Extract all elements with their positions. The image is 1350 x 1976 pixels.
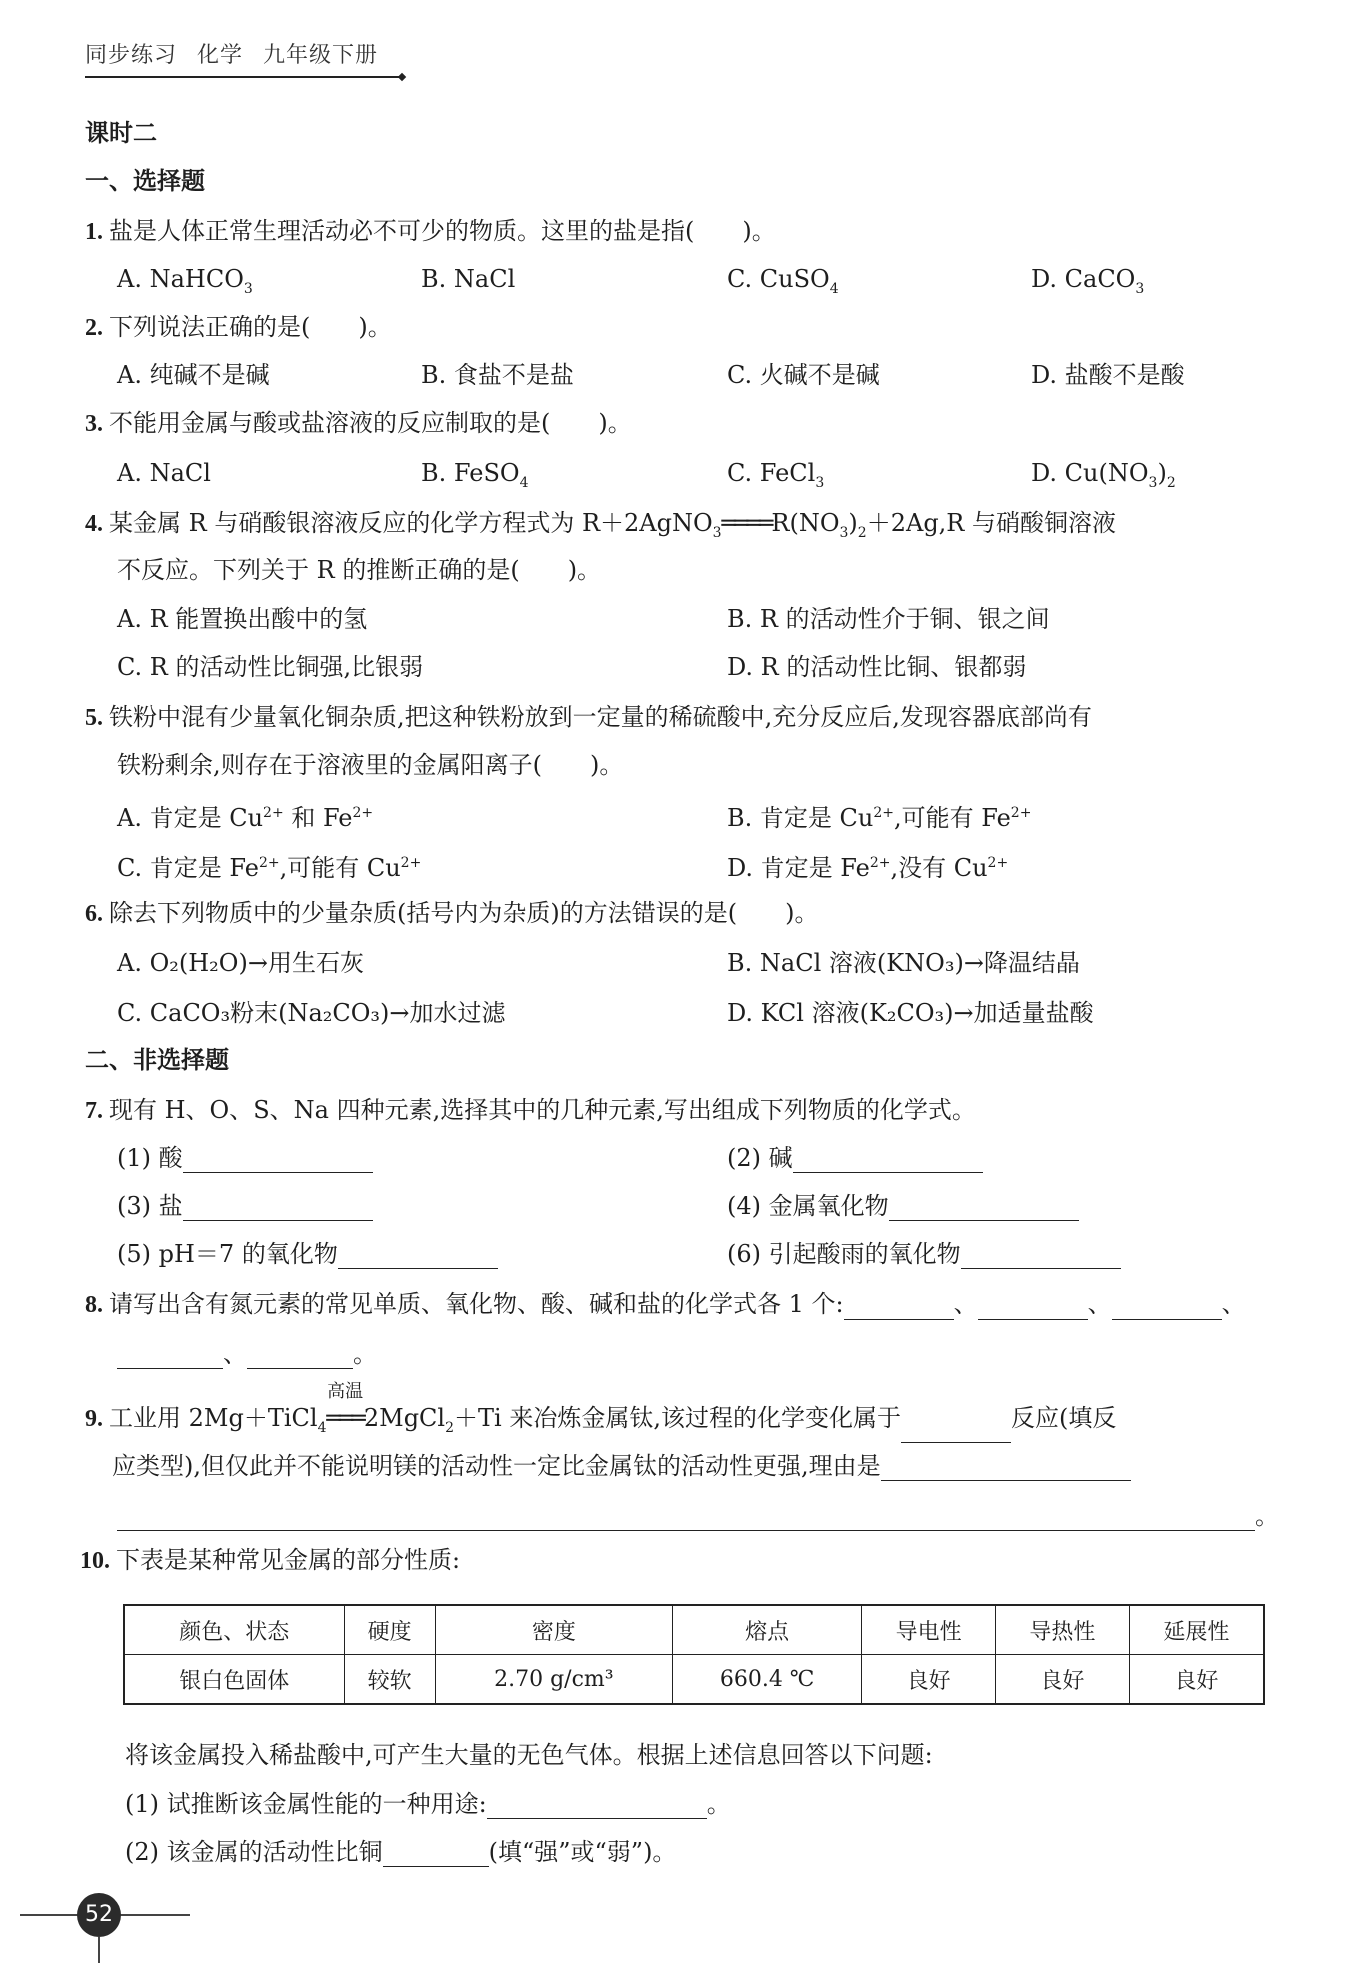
question-stem: 盐是人体正常生理活动必不可少的物质。这里的盐是指( )。	[109, 217, 776, 245]
book-title: 同步练习	[85, 43, 178, 68]
answer-blank[interactable]	[881, 1456, 1131, 1481]
table-cell: 良好	[995, 1655, 1129, 1705]
question-stem: 不能用金属与酸或盐溶液的反应制取的是( )。	[109, 409, 632, 437]
question-number: 6.	[85, 901, 103, 927]
question-stem: 铁粉中混有少量氧化铜杂质,把这种铁粉放到一定量的稀硫酸中,充分反应后,发现容器底部尚有	[109, 703, 1092, 731]
q5-option-a: A. 肯定是 $Cu^{2+}$ 和 $Fe^{2+}$	[117, 804, 374, 832]
grade: 九年级下册	[263, 43, 379, 68]
answer-blank[interactable]	[487, 1794, 707, 1819]
q7-part-1: (1) 酸	[117, 1143, 373, 1173]
table-cell: 较软	[344, 1655, 435, 1705]
question-stem: 下列说法正确的是( )。	[109, 313, 392, 341]
question-stem: 下表是某种常见金属的部分性质:	[116, 1546, 461, 1574]
header-rule-end	[398, 73, 406, 81]
q1-option-c: C. CuSO$_4$	[727, 265, 839, 297]
question-5	[85, 702, 1092, 733]
reaction-condition: 高温	[327, 1381, 364, 1402]
answer-blank[interactable]	[889, 1196, 1079, 1221]
page-number: 52	[77, 1893, 121, 1937]
section-non-choice: 二、非选择题	[85, 1046, 229, 1074]
answer-blank[interactable]	[117, 1344, 223, 1369]
q1-option-b: B. NaCl	[421, 265, 516, 293]
question-1	[85, 216, 776, 247]
reaction-arrow: 高温 ═══	[326, 1403, 363, 1433]
answer-blank[interactable]	[383, 1842, 489, 1867]
q3-option-d: D. $Cu(NO_3)_2$	[1031, 459, 1176, 491]
table-header-cell: 熔点	[673, 1605, 862, 1655]
question-number: 8.	[85, 1292, 103, 1318]
q5-option-d: D. 肯定是 $Fe^{2+}$,没有 $Cu^{2+}$	[727, 854, 1009, 882]
answer-blank[interactable]	[1112, 1295, 1222, 1320]
table-header-cell: 硬度	[344, 1605, 435, 1655]
table-row	[124, 1655, 1264, 1705]
answer-blank[interactable]	[247, 1344, 353, 1369]
table-header-row	[124, 1605, 1264, 1655]
subject: 化学	[197, 43, 244, 68]
lesson-title: 课时二	[85, 119, 157, 147]
question-4: 4. 某金属 R 与硝酸银溶液反应的化学方程式为 $R+2AgNO_3════R(NO_3)_2+2Ag,R$ 与硝酸铜溶液	[85, 509, 1117, 541]
q5-option-b: B. 肯定是 $Cu^{2+}$,可能有 $Fe^{2+}$	[727, 804, 1032, 832]
question-number: 3.	[85, 411, 103, 437]
question-8-cont: 、 。	[117, 1339, 377, 1369]
answer-blank[interactable]	[338, 1244, 498, 1269]
q1-option-d: D. CaCO$_3$	[1031, 265, 1145, 297]
table-header-cell: 导热性	[995, 1605, 1129, 1655]
running-header	[85, 38, 398, 69]
question-6	[85, 898, 818, 929]
q3-option-a: A. NaCl	[117, 459, 211, 487]
table-cell: 660.4 ℃	[673, 1655, 862, 1705]
table-header-cell: 颜色、状态	[124, 1605, 344, 1655]
q7-part-4: (4) 金属氧化物	[727, 1191, 1079, 1221]
question-number: 4.	[85, 511, 103, 537]
answer-blank[interactable]	[901, 1418, 1011, 1443]
question-stem: 除去下列物质中的少量杂质(括号内为杂质)的方法错误的是( )。	[109, 899, 819, 927]
q7-part-2: (2) 碱	[727, 1143, 983, 1173]
question-2	[85, 312, 392, 343]
question-10-part-2: (2) 该金属的活动性比铜 (填“强”或“弱”)。	[125, 1838, 677, 1866]
q7-part-6: (6) 引起酸雨的氧化物	[727, 1239, 1121, 1269]
section-choice: 一、选择题	[85, 167, 205, 195]
question-5-cont: 铁粉剩余,则存在于溶液里的金属阳离子( )。	[117, 751, 624, 779]
header-rule	[85, 76, 403, 78]
q2-option-c: C. 火碱不是碱	[727, 361, 880, 389]
q1-option-a: A. NaHCO$_3$	[117, 265, 253, 297]
q6-option-a: A. O₂(H₂O)→用生石灰	[117, 949, 364, 977]
answer-blank[interactable]	[961, 1244, 1121, 1269]
q6-option-d: D. KCl 溶液(K₂CO₃)→加适量盐酸	[727, 999, 1094, 1027]
question-8: 8. 请写出含有氮元素的常见单质、氧化物、酸、碱和盐的化学式各 1 个: 、 、 、	[85, 1290, 1246, 1318]
q6-option-c: C. CaCO₃粉末(Na₂CO₃)→加水过滤	[117, 999, 506, 1027]
q2-option-d: D. 盐酸不是酸	[1031, 361, 1185, 389]
q4-option-b: B. R 的活动性介于铜、银之间	[727, 605, 1050, 633]
question-number: 7.	[85, 1098, 103, 1124]
q3-option-b: B. FeSO$_4$	[421, 459, 529, 491]
table-cell: 良好	[862, 1655, 996, 1705]
q2-option-a: A. 纯碱不是碱	[117, 361, 270, 389]
q5-option-c: C. 肯定是 $Fe^{2+}$,可能有 $Cu^{2+}$	[117, 854, 422, 882]
question-10	[80, 1545, 460, 1576]
table-cell: 银白色固体	[124, 1655, 344, 1705]
answer-blank[interactable]	[793, 1148, 983, 1173]
q4-option-a: A. R 能置换出酸中的氢	[117, 605, 368, 633]
question-stem: 现有 H、O、S、Na 四种元素,选择其中的几种元素,写出组成下列物质的化学式。	[109, 1096, 976, 1124]
answer-blank[interactable]	[183, 1148, 373, 1173]
question-4-cont: 不反应。下列关于 R 的推断正确的是( )。	[117, 556, 602, 584]
table-cell: 良好	[1129, 1655, 1264, 1705]
table-cell: 2.70 g/cm³	[435, 1655, 672, 1705]
question-7	[85, 1095, 976, 1126]
question-9-cont2: 。	[117, 1501, 1279, 1531]
question-number: 10.	[80, 1548, 110, 1574]
table-header-cell: 密度	[435, 1605, 672, 1655]
answer-blank[interactable]	[844, 1295, 954, 1320]
table-header-cell: 导电性	[862, 1605, 996, 1655]
question-3	[85, 408, 632, 439]
q7-part-5: (5) pH＝7 的氧化物	[117, 1239, 498, 1269]
question-10-intro: 将该金属投入稀盐酸中,可产生大量的无色气体。根据上述信息回答以下问题:	[125, 1741, 933, 1769]
q4-option-d: D. R 的活动性比铜、银都弱	[727, 653, 1027, 681]
q6-option-b: B. NaCl 溶液(KNO₃)→降温结晶	[727, 949, 1080, 977]
q7-part-3: (3) 盐	[117, 1191, 373, 1221]
question-number: 9.	[85, 1406, 103, 1432]
question-10-part-1: (1) 试推断该金属性能的一种用途: 。	[125, 1790, 731, 1818]
q3-option-c: C. FeCl$_3$	[727, 459, 825, 491]
answer-blank[interactable]	[183, 1196, 373, 1221]
answer-blank[interactable]	[117, 1506, 1255, 1531]
question-number: 2.	[85, 315, 103, 341]
q2-option-b: B. 食盐不是盐	[421, 361, 574, 389]
question-9: 9. 工业用 2Mg＋TiCl$_4$ 高温 ═══2MgCl$_2$＋Ti 来冶炼金属钛,该过程的化学变化属于 反应(填反	[85, 1403, 1116, 1443]
question-number: 5.	[85, 705, 103, 731]
q4-option-c: C. R 的活动性比铜强,比银弱	[117, 653, 424, 681]
answer-blank[interactable]	[978, 1295, 1088, 1320]
metal-properties-table	[123, 1604, 1265, 1705]
question-number: 1.	[85, 219, 103, 245]
footer-tick	[98, 1937, 100, 1963]
question-9-cont: 应类型),但仅此并不能说明镁的活动性一定比金属钛的活动性更强,理由是	[112, 1451, 1131, 1481]
table-header-cell: 延展性	[1129, 1605, 1264, 1655]
